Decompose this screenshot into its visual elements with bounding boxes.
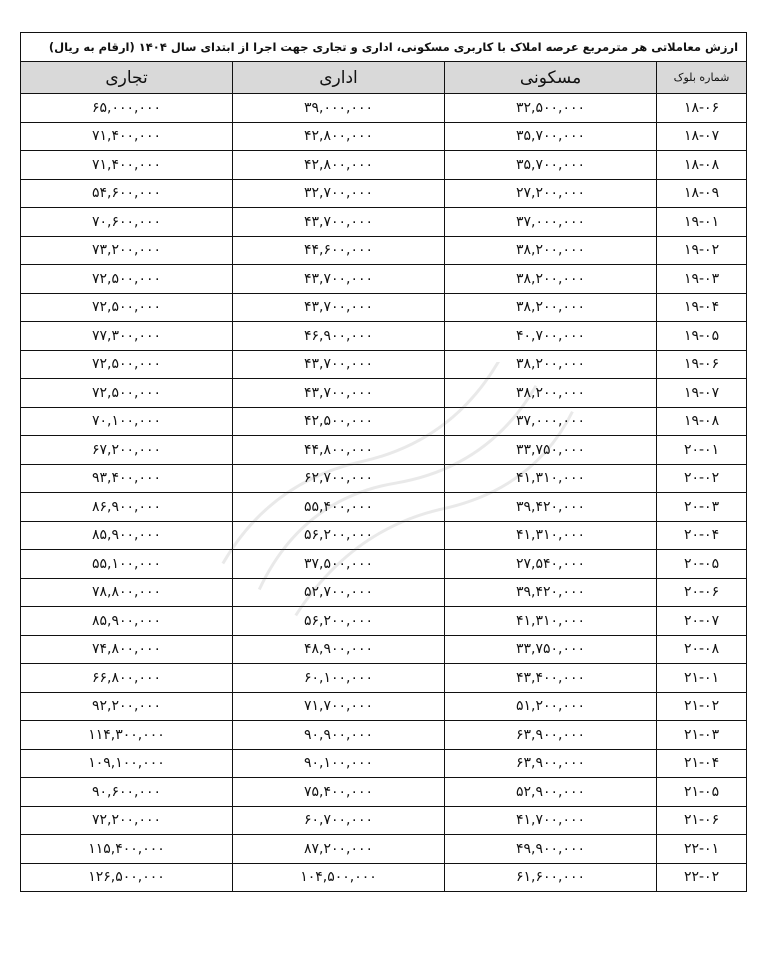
table-row — [21, 806, 747, 835]
cell-commercial: ۶۵,۰۰۰,۰۰۰ — [21, 94, 233, 123]
cell-residential: ۳۷,۰۰۰,۰۰۰ — [445, 208, 657, 237]
cell-block: ۱۸-۰۸ — [657, 151, 747, 180]
table-row — [21, 265, 747, 294]
cell-residential: ۶۳,۹۰۰,۰۰۰ — [445, 721, 657, 750]
cell-commercial: ۸۶,۹۰۰,۰۰۰ — [21, 493, 233, 522]
cell-office: ۳۹,۰۰۰,۰۰۰ — [233, 94, 445, 123]
cell-office: ۶۲,۷۰۰,۰۰۰ — [233, 464, 445, 493]
cell-block: ۲۰-۰۸ — [657, 635, 747, 664]
cell-office: ۷۱,۷۰۰,۰۰۰ — [233, 692, 445, 721]
cell-residential: ۳۸,۲۰۰,۰۰۰ — [445, 293, 657, 322]
cell-office: ۷۵,۴۰۰,۰۰۰ — [233, 778, 445, 807]
cell-residential: ۳۸,۲۰۰,۰۰۰ — [445, 236, 657, 265]
cell-office: ۴۳,۷۰۰,۰۰۰ — [233, 208, 445, 237]
cell-block: ۲۱-۰۳ — [657, 721, 747, 750]
cell-commercial: ۷۰,۶۰۰,۰۰۰ — [21, 208, 233, 237]
cell-commercial: ۷۳,۲۰۰,۰۰۰ — [21, 236, 233, 265]
document-page — [20, 32, 746, 892]
table-title: ارزش معاملاتی هر مترمربع عرصه املاک با کاربری مسکونی، اداری و تجاری جهت اجرا از ابتدای سال ۱۴۰۴ (ارقام به ریال) — [21, 33, 747, 62]
table-row — [21, 664, 747, 693]
cell-block: ۲۰-۰۷ — [657, 607, 747, 636]
cell-residential: ۶۱,۶۰۰,۰۰۰ — [445, 863, 657, 892]
table-row — [21, 835, 747, 864]
cell-residential: ۴۱,۳۱۰,۰۰۰ — [445, 607, 657, 636]
cell-block: ۱۹-۰۸ — [657, 407, 747, 436]
cell-commercial: ۸۵,۹۰۰,۰۰۰ — [21, 521, 233, 550]
table-row — [21, 778, 747, 807]
cell-office: ۹۰,۹۰۰,۰۰۰ — [233, 721, 445, 750]
table-row — [21, 464, 747, 493]
cell-residential: ۳۵,۷۰۰,۰۰۰ — [445, 122, 657, 151]
cell-office: ۴۲,۵۰۰,۰۰۰ — [233, 407, 445, 436]
cell-commercial: ۶۷,۲۰۰,۰۰۰ — [21, 436, 233, 465]
cell-office: ۴۳,۷۰۰,۰۰۰ — [233, 379, 445, 408]
cell-residential: ۵۱,۲۰۰,۰۰۰ — [445, 692, 657, 721]
price-table — [20, 32, 747, 892]
cell-block: ۲۱-۰۲ — [657, 692, 747, 721]
cell-commercial: ۹۳,۴۰۰,۰۰۰ — [21, 464, 233, 493]
cell-residential: ۳۹,۴۲۰,۰۰۰ — [445, 578, 657, 607]
cell-residential: ۲۷,۲۰۰,۰۰۰ — [445, 179, 657, 208]
cell-commercial: ۷۸,۸۰۰,۰۰۰ — [21, 578, 233, 607]
cell-office: ۵۵,۴۰۰,۰۰۰ — [233, 493, 445, 522]
cell-commercial: ۶۶,۸۰۰,۰۰۰ — [21, 664, 233, 693]
table-row — [21, 635, 747, 664]
table-row — [21, 350, 747, 379]
table-row — [21, 208, 747, 237]
cell-commercial: ۷۰,۱۰۰,۰۰۰ — [21, 407, 233, 436]
cell-office: ۶۰,۱۰۰,۰۰۰ — [233, 664, 445, 693]
cell-block: ۲۰-۰۴ — [657, 521, 747, 550]
cell-office: ۴۲,۸۰۰,۰۰۰ — [233, 122, 445, 151]
cell-office: ۳۲,۷۰۰,۰۰۰ — [233, 179, 445, 208]
cell-residential: ۴۳,۴۰۰,۰۰۰ — [445, 664, 657, 693]
table-row — [21, 322, 747, 351]
cell-block: ۲۰-۰۵ — [657, 550, 747, 579]
table-row — [21, 863, 747, 892]
cell-commercial: ۵۵,۱۰۰,۰۰۰ — [21, 550, 233, 579]
cell-block: ۱۹-۰۴ — [657, 293, 747, 322]
table-row — [21, 692, 747, 721]
cell-office: ۴۶,۹۰۰,۰۰۰ — [233, 322, 445, 351]
cell-block: ۲۱-۰۱ — [657, 664, 747, 693]
cell-block: ۱۹-۰۳ — [657, 265, 747, 294]
cell-office: ۴۳,۷۰۰,۰۰۰ — [233, 350, 445, 379]
cell-block: ۲۱-۰۵ — [657, 778, 747, 807]
cell-residential: ۴۰,۷۰۰,۰۰۰ — [445, 322, 657, 351]
cell-block: ۱۹-۰۶ — [657, 350, 747, 379]
header-residential: مسکونی — [445, 62, 657, 94]
cell-block: ۱۹-۰۱ — [657, 208, 747, 237]
cell-block: ۱۹-۰۷ — [657, 379, 747, 408]
cell-block: ۱۹-۰۲ — [657, 236, 747, 265]
table-row — [21, 550, 747, 579]
cell-commercial: ۷۱,۴۰۰,۰۰۰ — [21, 122, 233, 151]
cell-commercial: ۱۱۵,۴۰۰,۰۰۰ — [21, 835, 233, 864]
cell-office: ۳۷,۵۰۰,۰۰۰ — [233, 550, 445, 579]
cell-commercial: ۷۱,۴۰۰,۰۰۰ — [21, 151, 233, 180]
table-row — [21, 578, 747, 607]
cell-residential: ۳۸,۲۰۰,۰۰۰ — [445, 265, 657, 294]
cell-residential: ۴۱,۳۱۰,۰۰۰ — [445, 521, 657, 550]
cell-office: ۵۶,۲۰۰,۰۰۰ — [233, 521, 445, 550]
cell-commercial: ۸۵,۹۰۰,۰۰۰ — [21, 607, 233, 636]
cell-commercial: ۵۴,۶۰۰,۰۰۰ — [21, 179, 233, 208]
cell-residential: ۳۳,۷۵۰,۰۰۰ — [445, 635, 657, 664]
cell-residential: ۴۱,۳۱۰,۰۰۰ — [445, 464, 657, 493]
cell-commercial: ۱۲۶,۵۰۰,۰۰۰ — [21, 863, 233, 892]
cell-commercial: ۱۰۹,۱۰۰,۰۰۰ — [21, 749, 233, 778]
cell-commercial: ۷۲,۵۰۰,۰۰۰ — [21, 293, 233, 322]
cell-commercial: ۷۲,۵۰۰,۰۰۰ — [21, 350, 233, 379]
table-row — [21, 521, 747, 550]
cell-commercial: ۷۲,۵۰۰,۰۰۰ — [21, 265, 233, 294]
cell-block: ۲۱-۰۶ — [657, 806, 747, 835]
header-row — [21, 62, 747, 94]
table-row — [21, 493, 747, 522]
cell-commercial: ۷۲,۲۰۰,۰۰۰ — [21, 806, 233, 835]
header-block: شماره بلوک — [657, 62, 747, 94]
table-row — [21, 407, 747, 436]
cell-residential: ۴۱,۷۰۰,۰۰۰ — [445, 806, 657, 835]
table-row — [21, 293, 747, 322]
cell-block: ۲۰-۰۱ — [657, 436, 747, 465]
table-row — [21, 749, 747, 778]
table-row — [21, 436, 747, 465]
header-commercial: تجاری — [21, 62, 233, 94]
cell-residential: ۳۷,۰۰۰,۰۰۰ — [445, 407, 657, 436]
cell-block: ۲۰-۰۳ — [657, 493, 747, 522]
cell-block: ۱۸-۰۷ — [657, 122, 747, 151]
cell-office: ۹۰,۱۰۰,۰۰۰ — [233, 749, 445, 778]
cell-block: ۱۸-۰۶ — [657, 94, 747, 123]
cell-block: ۲۲-۰۲ — [657, 863, 747, 892]
cell-office: ۶۰,۷۰۰,۰۰۰ — [233, 806, 445, 835]
cell-commercial: ۹۰,۶۰۰,۰۰۰ — [21, 778, 233, 807]
cell-commercial: ۷۴,۸۰۰,۰۰۰ — [21, 635, 233, 664]
cell-residential: ۳۳,۷۵۰,۰۰۰ — [445, 436, 657, 465]
cell-residential: ۳۲,۵۰۰,۰۰۰ — [445, 94, 657, 123]
cell-residential: ۳۸,۲۰۰,۰۰۰ — [445, 379, 657, 408]
cell-commercial: ۹۲,۲۰۰,۰۰۰ — [21, 692, 233, 721]
cell-office: ۴۸,۹۰۰,۰۰۰ — [233, 635, 445, 664]
cell-residential: ۲۷,۵۴۰,۰۰۰ — [445, 550, 657, 579]
cell-commercial: ۷۷,۳۰۰,۰۰۰ — [21, 322, 233, 351]
cell-office: ۵۲,۷۰۰,۰۰۰ — [233, 578, 445, 607]
cell-office: ۵۶,۲۰۰,۰۰۰ — [233, 607, 445, 636]
table-row — [21, 607, 747, 636]
cell-office: ۴۲,۸۰۰,۰۰۰ — [233, 151, 445, 180]
cell-office: ۴۴,۶۰۰,۰۰۰ — [233, 236, 445, 265]
cell-residential: ۳۸,۲۰۰,۰۰۰ — [445, 350, 657, 379]
cell-residential: ۴۹,۹۰۰,۰۰۰ — [445, 835, 657, 864]
cell-office: ۴۳,۷۰۰,۰۰۰ — [233, 293, 445, 322]
cell-office: ۴۴,۸۰۰,۰۰۰ — [233, 436, 445, 465]
table-row — [21, 179, 747, 208]
table-row — [21, 94, 747, 123]
table-body — [21, 94, 747, 892]
cell-residential: ۵۲,۹۰۰,۰۰۰ — [445, 778, 657, 807]
header-office: اداری — [233, 62, 445, 94]
cell-residential: ۳۹,۴۲۰,۰۰۰ — [445, 493, 657, 522]
cell-block: ۲۰-۰۲ — [657, 464, 747, 493]
cell-commercial: ۱۱۴,۳۰۰,۰۰۰ — [21, 721, 233, 750]
cell-block: ۱۸-۰۹ — [657, 179, 747, 208]
table-row — [21, 721, 747, 750]
cell-office: ۸۷,۲۰۰,۰۰۰ — [233, 835, 445, 864]
cell-office: ۴۳,۷۰۰,۰۰۰ — [233, 265, 445, 294]
cell-block: ۲۰-۰۶ — [657, 578, 747, 607]
cell-block: ۱۹-۰۵ — [657, 322, 747, 351]
table-row — [21, 236, 747, 265]
cell-residential: ۶۳,۹۰۰,۰۰۰ — [445, 749, 657, 778]
table-row — [21, 122, 747, 151]
table-row — [21, 379, 747, 408]
table-row — [21, 151, 747, 180]
cell-office: ۱۰۴,۵۰۰,۰۰۰ — [233, 863, 445, 892]
cell-block: ۲۲-۰۱ — [657, 835, 747, 864]
cell-commercial: ۷۲,۵۰۰,۰۰۰ — [21, 379, 233, 408]
cell-block: ۲۱-۰۴ — [657, 749, 747, 778]
cell-residential: ۳۵,۷۰۰,۰۰۰ — [445, 151, 657, 180]
